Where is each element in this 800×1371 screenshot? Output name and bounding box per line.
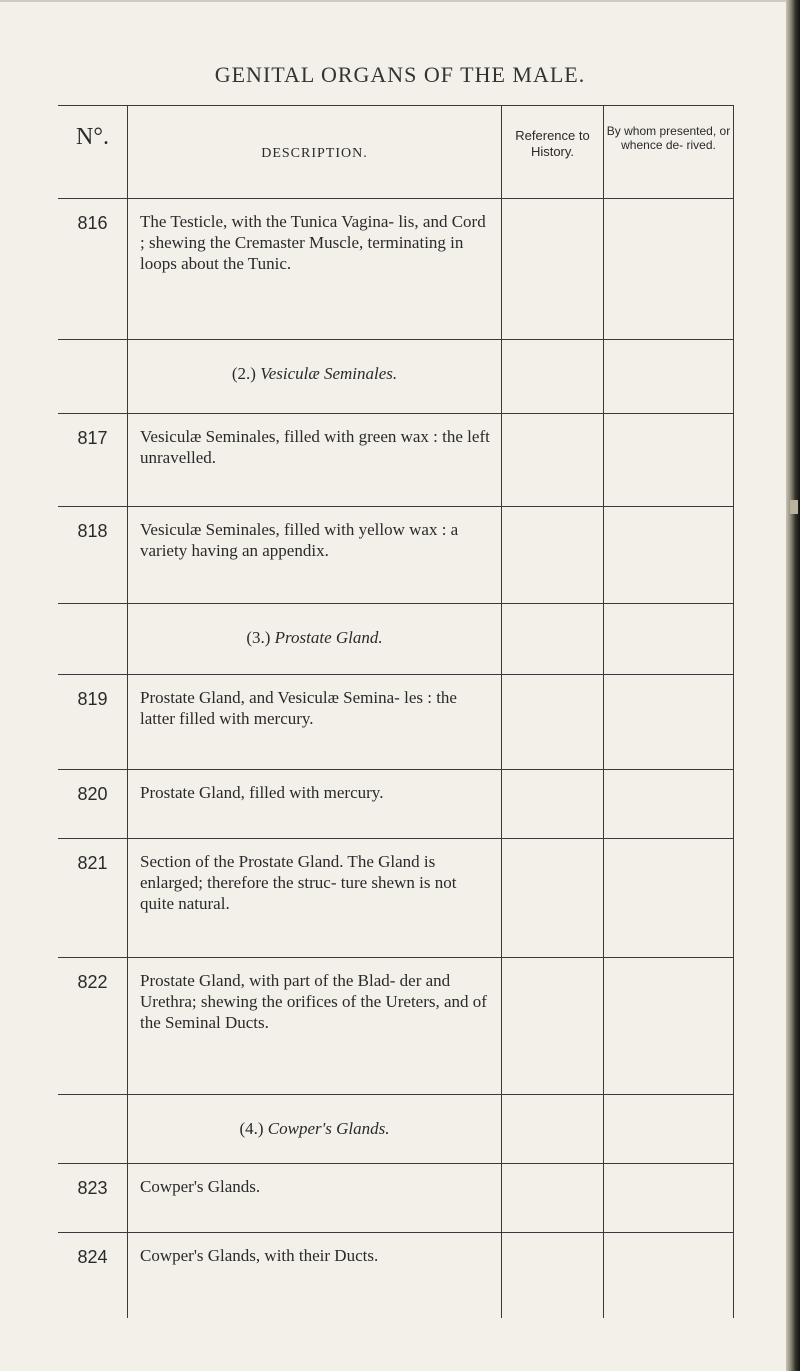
- section-row: [58, 604, 734, 675]
- item-reference: [502, 199, 604, 339]
- catalogue-table: [58, 105, 734, 1318]
- item-description: Prostate Gland, with part of the Blad- der and Urethra; shewing the orifices of the Ureters, and of the Seminal Ducts.: [128, 958, 502, 1094]
- header-number: N°.: [58, 106, 128, 198]
- table-row: [58, 414, 734, 507]
- book-spine-edge: [786, 0, 800, 1371]
- section-number: (4.): [239, 1119, 264, 1138]
- item-by-whom: [604, 1233, 734, 1318]
- item-description: Prostate Gland, and Vesiculæ Semina- les : the latter filled with mercury.: [128, 675, 502, 769]
- item-number: 821: [58, 839, 128, 957]
- header-by-whom: By whom presented, or whence de- rived.: [604, 106, 734, 198]
- item-by-whom: [604, 958, 734, 1094]
- item-reference: [502, 770, 604, 838]
- table-row: [58, 1164, 734, 1233]
- item-reference: [502, 1233, 604, 1318]
- table-row: [58, 675, 734, 770]
- item-number: 817: [58, 414, 128, 506]
- section-title: Prostate Gland.: [274, 628, 383, 647]
- page-top-edge: [0, 0, 786, 2]
- section-row: [58, 1095, 734, 1164]
- table-row: [58, 199, 734, 340]
- item-description: Section of the Prostate Gland. The Gland is enlarged; therefore the struc- ture shewn is not quite natural.: [128, 839, 502, 957]
- item-reference: [502, 839, 604, 957]
- section-title: Cowper's Glands.: [267, 1119, 390, 1138]
- section-row: [58, 340, 734, 414]
- table-header-row: [58, 105, 734, 199]
- item-description: Vesiculæ Seminales, filled with yellow wax : a variety having an appendix.: [128, 507, 502, 603]
- header-reference: Reference to History.: [502, 106, 604, 198]
- item-by-whom: [604, 199, 734, 339]
- item-reference: [502, 507, 604, 603]
- item-reference: [502, 1164, 604, 1232]
- item-reference: [502, 675, 604, 769]
- section-title: Vesiculæ Seminales.: [260, 364, 398, 383]
- item-description: Prostate Gland, filled with mercury.: [128, 770, 502, 838]
- item-description: Cowper's Glands, with their Ducts.: [128, 1233, 502, 1318]
- table-row: [58, 770, 734, 839]
- item-by-whom: [604, 1164, 734, 1232]
- table-row: [58, 839, 734, 958]
- section-number: (2.): [231, 364, 256, 383]
- item-number: 823: [58, 1164, 128, 1232]
- edge-mark: [790, 500, 798, 514]
- item-description: The Testicle, with the Tunica Vagina- lis, and Cord ; shewing the Cremaster Muscle, terminating in loops about the Tunic.: [128, 199, 502, 339]
- item-by-whom: [604, 507, 734, 603]
- header-description: DESCRIPTION.: [128, 106, 502, 198]
- table-row: [58, 958, 734, 1095]
- item-reference: [502, 414, 604, 506]
- section-number: (3.): [246, 628, 271, 647]
- item-by-whom: [604, 770, 734, 838]
- item-number: 820: [58, 770, 128, 838]
- item-by-whom: [604, 414, 734, 506]
- item-description: Cowper's Glands.: [128, 1164, 502, 1232]
- item-number: 824: [58, 1233, 128, 1318]
- table-row: [58, 507, 734, 604]
- page-title: GENITAL ORGANS OF THE MALE.: [214, 62, 586, 87]
- item-number: 819: [58, 675, 128, 769]
- item-description: Vesiculæ Seminales, filled with green wax : the left unravelled.: [128, 414, 502, 506]
- item-reference: [502, 958, 604, 1094]
- item-number: 822: [58, 958, 128, 1094]
- item-number: 816: [58, 199, 128, 339]
- item-by-whom: [604, 675, 734, 769]
- item-by-whom: [604, 839, 734, 957]
- section-heading: [128, 604, 502, 674]
- table-row: [58, 1233, 734, 1318]
- section-heading: [128, 340, 502, 413]
- item-number: 818: [58, 507, 128, 603]
- section-heading: [128, 1095, 502, 1163]
